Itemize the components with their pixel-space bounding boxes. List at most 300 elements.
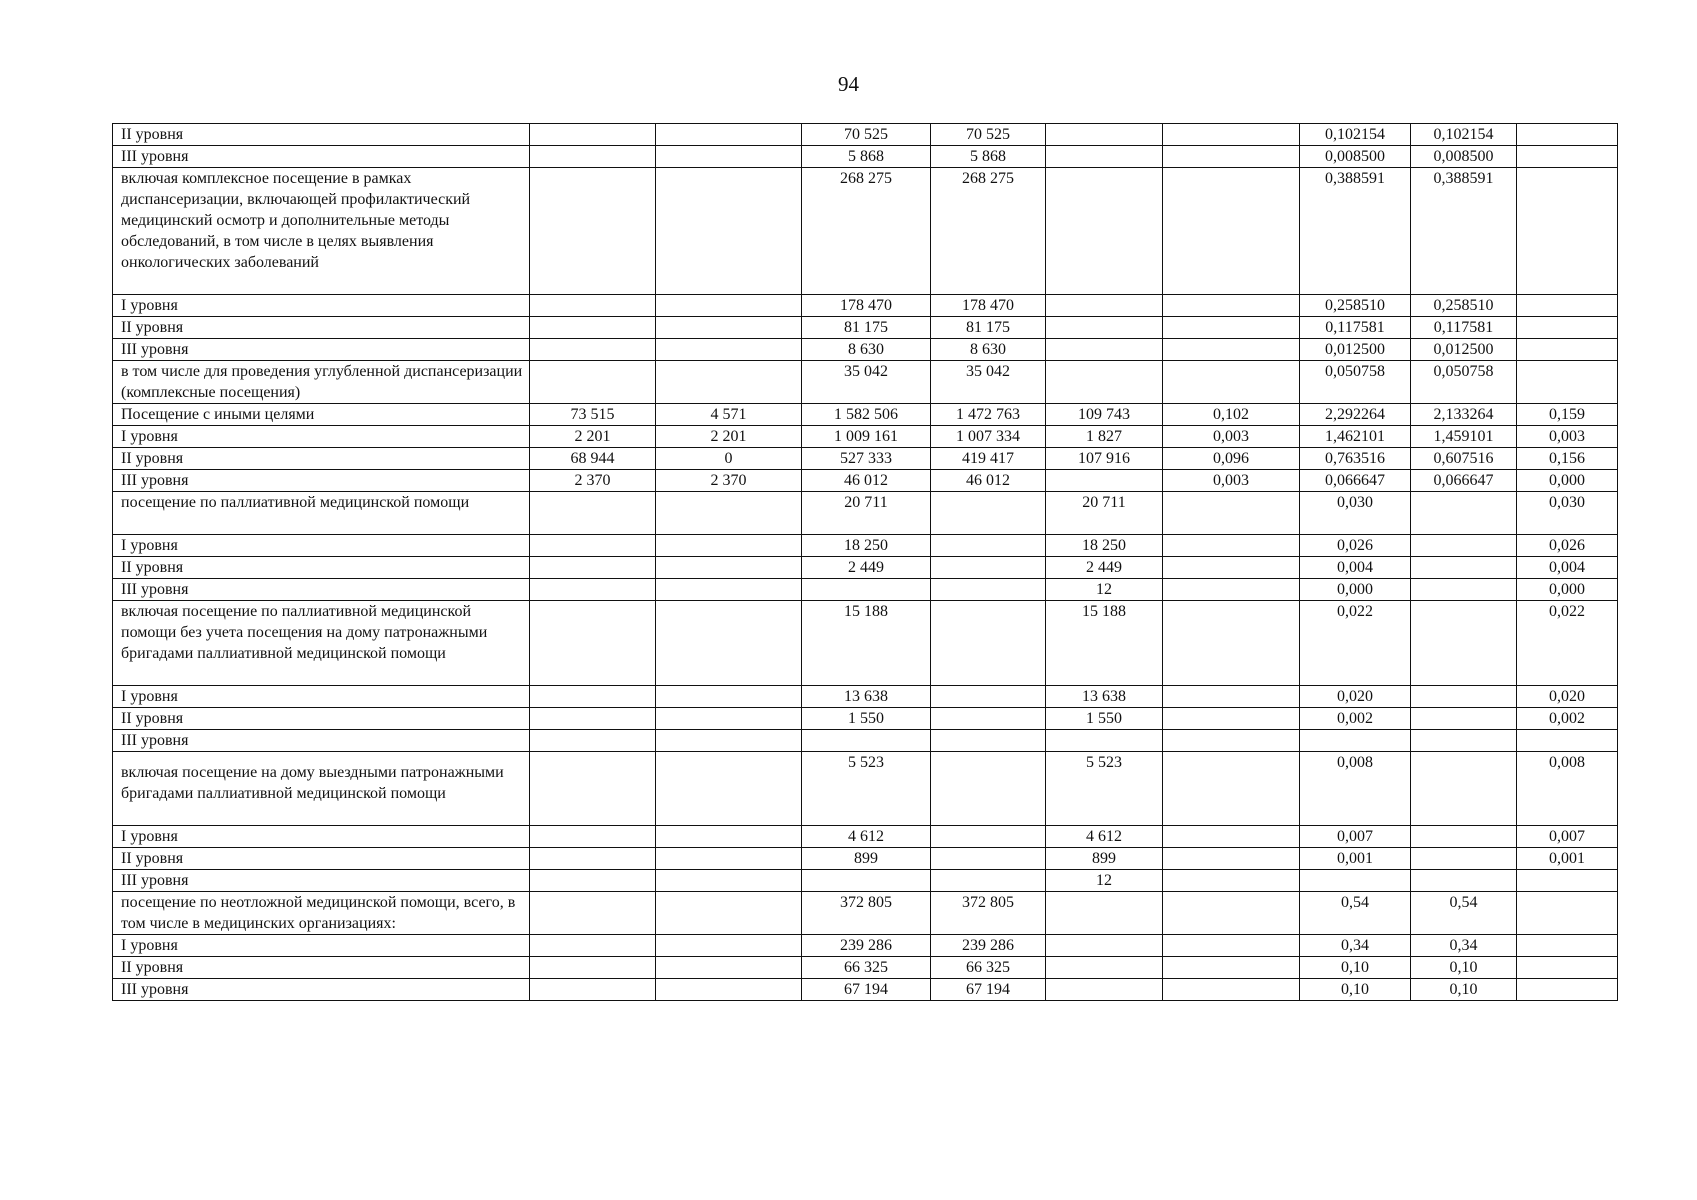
row-label-cell: III уровня: [113, 470, 530, 492]
row-label-cell: III уровня: [113, 339, 530, 361]
row-label-cell: II уровня: [113, 124, 530, 146]
value-cell-col-2: [656, 317, 802, 339]
value-cell-col-2: 2 370: [656, 470, 802, 492]
value-cell-col-3: 1 009 161: [802, 426, 931, 448]
value-cell-col-5: [1046, 317, 1163, 339]
value-cell-col-1: [530, 492, 656, 535]
table-row: [113, 124, 1618, 146]
value-cell-col-3: 178 470: [802, 295, 931, 317]
table-row: [113, 686, 1618, 708]
row-label-cell: III уровня: [113, 730, 530, 752]
value-cell-col-7: 0,258510: [1300, 295, 1411, 317]
value-cell-col-6: [1163, 957, 1300, 979]
value-cell-col-3: 1 582 506: [802, 404, 931, 426]
value-cell-col-6: 0,003: [1163, 426, 1300, 448]
value-cell-col-5: 12: [1046, 870, 1163, 892]
table-row: [113, 317, 1618, 339]
value-cell-col-4: 81 175: [931, 317, 1046, 339]
value-cell-col-3: [802, 579, 931, 601]
value-cell-col-8: 0,102154: [1411, 124, 1517, 146]
table-row: [113, 339, 1618, 361]
value-cell-col-8: 0,54: [1411, 892, 1517, 935]
value-cell-col-6: [1163, 557, 1300, 579]
value-cell-col-6: [1163, 826, 1300, 848]
value-cell-col-4: [931, 752, 1046, 826]
value-cell-col-1: [530, 579, 656, 601]
value-cell-col-4: 66 325: [931, 957, 1046, 979]
row-label-cell: Посещение с иными целями: [113, 404, 530, 426]
value-cell-col-1: [530, 295, 656, 317]
value-cell-col-2: [656, 686, 802, 708]
table-row: [113, 168, 1618, 295]
value-cell-col-7: 0,001: [1300, 848, 1411, 870]
value-cell-col-1: [530, 979, 656, 1001]
value-cell-col-6: [1163, 317, 1300, 339]
value-cell-col-8: 2,133264: [1411, 404, 1517, 426]
value-cell-col-9: [1517, 124, 1618, 146]
value-cell-col-4: 67 194: [931, 979, 1046, 1001]
table-row: [113, 492, 1618, 535]
value-cell-col-9: 0,026: [1517, 535, 1618, 557]
value-cell-col-9: 0,008: [1517, 752, 1618, 826]
value-cell-col-9: 0,156: [1517, 448, 1618, 470]
value-cell-col-3: 81 175: [802, 317, 931, 339]
table-body: [113, 124, 1618, 1001]
value-cell-col-3: 372 805: [802, 892, 931, 935]
value-cell-col-8: 0,10: [1411, 979, 1517, 1001]
value-cell-col-8: 0,388591: [1411, 168, 1517, 295]
value-cell-col-6: [1163, 892, 1300, 935]
value-cell-col-7: 0,34: [1300, 935, 1411, 957]
row-label-cell: I уровня: [113, 426, 530, 448]
value-cell-col-5: [1046, 295, 1163, 317]
value-cell-col-6: [1163, 979, 1300, 1001]
value-cell-col-9: [1517, 730, 1618, 752]
value-cell-col-4: [931, 557, 1046, 579]
value-cell-col-6: [1163, 535, 1300, 557]
value-cell-col-8: [1411, 848, 1517, 870]
value-cell-col-2: [656, 892, 802, 935]
value-cell-col-6: [1163, 708, 1300, 730]
value-cell-col-1: [530, 339, 656, 361]
value-cell-col-6: [1163, 752, 1300, 826]
value-cell-col-1: 2 370: [530, 470, 656, 492]
value-cell-col-6: 0,003: [1163, 470, 1300, 492]
row-label-cell: посещение по паллиативной медицинской помощи: [113, 492, 530, 535]
value-cell-col-7: 0,002: [1300, 708, 1411, 730]
value-cell-col-9: [1517, 146, 1618, 168]
value-cell-col-9: 0,000: [1517, 470, 1618, 492]
row-label-cell: включая посещение по паллиативной медицинской помощи без учета посещения на дому патронажными бригадами паллиативной медицинской помощи: [113, 601, 530, 686]
table-row: [113, 957, 1618, 979]
value-cell-col-9: 0,003: [1517, 426, 1618, 448]
value-cell-col-2: [656, 979, 802, 1001]
value-cell-col-4: [931, 492, 1046, 535]
value-cell-col-1: [530, 557, 656, 579]
value-cell-col-7: 0,004: [1300, 557, 1411, 579]
value-cell-col-7: 0,763516: [1300, 448, 1411, 470]
value-cell-col-9: 0,004: [1517, 557, 1618, 579]
row-label-cell: III уровня: [113, 579, 530, 601]
value-cell-col-9: [1517, 361, 1618, 404]
value-cell-col-5: [1046, 124, 1163, 146]
value-cell-col-4: 178 470: [931, 295, 1046, 317]
value-cell-col-1: [530, 708, 656, 730]
value-cell-col-8: [1411, 870, 1517, 892]
value-cell-col-2: [656, 848, 802, 870]
value-cell-col-9: 0,020: [1517, 686, 1618, 708]
value-cell-col-2: [656, 361, 802, 404]
value-cell-col-7: [1300, 730, 1411, 752]
value-cell-col-5: 18 250: [1046, 535, 1163, 557]
value-cell-col-4: 46 012: [931, 470, 1046, 492]
table-row: [113, 579, 1618, 601]
value-cell-col-7: 1,462101: [1300, 426, 1411, 448]
table-row: [113, 404, 1618, 426]
value-cell-col-5: [1046, 892, 1163, 935]
value-cell-col-4: [931, 601, 1046, 686]
value-cell-col-9: [1517, 295, 1618, 317]
value-cell-col-6: [1163, 146, 1300, 168]
value-cell-col-5: 2 449: [1046, 557, 1163, 579]
value-cell-col-4: 372 805: [931, 892, 1046, 935]
value-cell-col-3: [802, 730, 931, 752]
value-cell-col-8: [1411, 535, 1517, 557]
value-cell-col-6: [1163, 361, 1300, 404]
value-cell-col-1: [530, 361, 656, 404]
value-cell-col-5: 1 550: [1046, 708, 1163, 730]
value-cell-col-9: 0,159: [1517, 404, 1618, 426]
data-table: [112, 123, 1618, 1001]
value-cell-col-5: 5 523: [1046, 752, 1163, 826]
value-cell-col-7: 0,008: [1300, 752, 1411, 826]
value-cell-col-4: [931, 870, 1046, 892]
value-cell-col-7: 0,030: [1300, 492, 1411, 535]
value-cell-col-3: 4 612: [802, 826, 931, 848]
value-cell-col-9: 0,007: [1517, 826, 1618, 848]
table-row: [113, 848, 1618, 870]
value-cell-col-7: 0,007: [1300, 826, 1411, 848]
value-cell-col-9: [1517, 339, 1618, 361]
value-cell-col-4: 35 042: [931, 361, 1046, 404]
value-cell-col-8: [1411, 708, 1517, 730]
value-cell-col-8: 0,050758: [1411, 361, 1517, 404]
value-cell-col-1: [530, 535, 656, 557]
row-label-cell: III уровня: [113, 146, 530, 168]
value-cell-col-2: [656, 708, 802, 730]
value-cell-col-7: 0,102154: [1300, 124, 1411, 146]
value-cell-col-2: [656, 870, 802, 892]
table-row: [113, 826, 1618, 848]
table-row: [113, 979, 1618, 1001]
value-cell-col-9: 0,002: [1517, 708, 1618, 730]
value-cell-col-4: 268 275: [931, 168, 1046, 295]
table-row: [113, 426, 1618, 448]
row-label-cell: I уровня: [113, 686, 530, 708]
value-cell-col-2: [656, 557, 802, 579]
value-cell-col-2: [656, 752, 802, 826]
value-cell-col-8: [1411, 752, 1517, 826]
value-cell-col-2: 0: [656, 448, 802, 470]
value-cell-col-2: [656, 146, 802, 168]
value-cell-col-6: [1163, 848, 1300, 870]
table-row: [113, 470, 1618, 492]
value-cell-col-7: 0,008500: [1300, 146, 1411, 168]
value-cell-col-6: [1163, 579, 1300, 601]
value-cell-col-5: [1046, 168, 1163, 295]
value-cell-col-9: [1517, 870, 1618, 892]
value-cell-col-2: [656, 579, 802, 601]
row-label-cell: I уровня: [113, 826, 530, 848]
row-label-cell: I уровня: [113, 935, 530, 957]
value-cell-col-6: 0,102: [1163, 404, 1300, 426]
value-cell-col-9: [1517, 168, 1618, 295]
value-cell-col-7: 0,066647: [1300, 470, 1411, 492]
value-cell-col-8: 0,258510: [1411, 295, 1517, 317]
value-cell-col-2: [656, 601, 802, 686]
value-cell-col-7: 0,117581: [1300, 317, 1411, 339]
table-row: [113, 146, 1618, 168]
value-cell-col-5: [1046, 935, 1163, 957]
row-label-cell: II уровня: [113, 708, 530, 730]
value-cell-col-5: 1 827: [1046, 426, 1163, 448]
value-cell-col-2: [656, 730, 802, 752]
value-cell-col-3: 18 250: [802, 535, 931, 557]
value-cell-col-8: [1411, 579, 1517, 601]
value-cell-col-5: [1046, 361, 1163, 404]
value-cell-col-7: 0,10: [1300, 979, 1411, 1001]
value-cell-col-5: 15 188: [1046, 601, 1163, 686]
table-row: [113, 935, 1618, 957]
value-cell-col-5: [1046, 339, 1163, 361]
row-label-cell: посещение по неотложной медицинской помощи, всего, в том числе в медицинских организациях:: [113, 892, 530, 935]
value-cell-col-9: 0,001: [1517, 848, 1618, 870]
value-cell-col-1: [530, 870, 656, 892]
value-cell-col-7: 0,10: [1300, 957, 1411, 979]
value-cell-col-9: 0,030: [1517, 492, 1618, 535]
value-cell-col-6: [1163, 601, 1300, 686]
value-cell-col-9: [1517, 892, 1618, 935]
value-cell-col-6: [1163, 935, 1300, 957]
value-cell-col-2: 2 201: [656, 426, 802, 448]
value-cell-col-6: [1163, 870, 1300, 892]
value-cell-col-1: [530, 752, 656, 826]
row-label-cell: III уровня: [113, 870, 530, 892]
value-cell-col-7: 0,020: [1300, 686, 1411, 708]
value-cell-col-5: [1046, 957, 1163, 979]
value-cell-col-7: 0,54: [1300, 892, 1411, 935]
value-cell-col-8: [1411, 686, 1517, 708]
value-cell-col-9: 0,022: [1517, 601, 1618, 686]
value-cell-col-3: 35 042: [802, 361, 931, 404]
value-cell-col-2: [656, 124, 802, 146]
value-cell-col-1: [530, 317, 656, 339]
value-cell-col-4: 1 472 763: [931, 404, 1046, 426]
value-cell-col-5: 107 916: [1046, 448, 1163, 470]
value-cell-col-2: [656, 935, 802, 957]
value-cell-col-5: 13 638: [1046, 686, 1163, 708]
value-cell-col-3: 1 550: [802, 708, 931, 730]
value-cell-col-5: [1046, 730, 1163, 752]
value-cell-col-5: 4 612: [1046, 826, 1163, 848]
value-cell-col-4: [931, 730, 1046, 752]
value-cell-col-7: [1300, 870, 1411, 892]
value-cell-col-1: 68 944: [530, 448, 656, 470]
table-row: [113, 557, 1618, 579]
value-cell-col-8: [1411, 492, 1517, 535]
value-cell-col-8: [1411, 601, 1517, 686]
value-cell-col-4: 8 630: [931, 339, 1046, 361]
value-cell-col-2: [656, 957, 802, 979]
table-row: [113, 730, 1618, 752]
row-label-cell: II уровня: [113, 557, 530, 579]
table-row: [113, 708, 1618, 730]
value-cell-col-4: [931, 579, 1046, 601]
value-cell-col-1: 2 201: [530, 426, 656, 448]
value-cell-col-7: 0,050758: [1300, 361, 1411, 404]
row-label-cell: включая посещение на дому выездными патронажными бригадами паллиативной медицинской помощи: [113, 752, 530, 826]
value-cell-col-1: [530, 957, 656, 979]
value-cell-col-6: [1163, 686, 1300, 708]
value-cell-col-7: 0,026: [1300, 535, 1411, 557]
value-cell-col-3: [802, 870, 931, 892]
table-row: [113, 892, 1618, 935]
value-cell-col-4: 70 525: [931, 124, 1046, 146]
value-cell-col-1: [530, 826, 656, 848]
value-cell-col-2: [656, 295, 802, 317]
value-cell-col-2: [656, 826, 802, 848]
table-row: [113, 601, 1618, 686]
value-cell-col-5: [1046, 979, 1163, 1001]
value-cell-col-1: [530, 146, 656, 168]
value-cell-col-5: 12: [1046, 579, 1163, 601]
value-cell-col-8: 1,459101: [1411, 426, 1517, 448]
value-cell-col-2: [656, 492, 802, 535]
value-cell-col-1: [530, 848, 656, 870]
value-cell-col-4: 1 007 334: [931, 426, 1046, 448]
value-cell-col-1: [530, 935, 656, 957]
value-cell-col-3: 20 711: [802, 492, 931, 535]
value-cell-col-3: 46 012: [802, 470, 931, 492]
value-cell-col-4: [931, 708, 1046, 730]
table-row: [113, 361, 1618, 404]
value-cell-col-2: [656, 339, 802, 361]
value-cell-col-5: [1046, 470, 1163, 492]
row-label-cell: III уровня: [113, 979, 530, 1001]
value-cell-col-2: 4 571: [656, 404, 802, 426]
value-cell-col-7: 0,022: [1300, 601, 1411, 686]
value-cell-col-9: [1517, 317, 1618, 339]
value-cell-col-9: [1517, 979, 1618, 1001]
value-cell-col-8: 0,066647: [1411, 470, 1517, 492]
value-cell-col-8: 0,117581: [1411, 317, 1517, 339]
value-cell-col-4: 419 417: [931, 448, 1046, 470]
value-cell-col-8: 0,012500: [1411, 339, 1517, 361]
row-label-cell: II уровня: [113, 317, 530, 339]
value-cell-col-5: 109 743: [1046, 404, 1163, 426]
value-cell-col-3: 2 449: [802, 557, 931, 579]
row-label-cell: II уровня: [113, 448, 530, 470]
value-cell-col-1: [530, 892, 656, 935]
value-cell-col-7: 2,292264: [1300, 404, 1411, 426]
value-cell-col-7: 0,000: [1300, 579, 1411, 601]
value-cell-col-3: 268 275: [802, 168, 931, 295]
value-cell-col-1: [530, 124, 656, 146]
value-cell-col-6: [1163, 124, 1300, 146]
value-cell-col-9: 0,000: [1517, 579, 1618, 601]
value-cell-col-1: [530, 730, 656, 752]
value-cell-col-7: 0,012500: [1300, 339, 1411, 361]
value-cell-col-5: 20 711: [1046, 492, 1163, 535]
value-cell-col-3: 239 286: [802, 935, 931, 957]
value-cell-col-3: 8 630: [802, 339, 931, 361]
value-cell-col-3: 70 525: [802, 124, 931, 146]
value-cell-col-3: 527 333: [802, 448, 931, 470]
value-cell-col-7: 0,388591: [1300, 168, 1411, 295]
value-cell-col-8: [1411, 557, 1517, 579]
table-row: [113, 870, 1618, 892]
value-cell-col-1: 73 515: [530, 404, 656, 426]
value-cell-col-3: 5 523: [802, 752, 931, 826]
table-row: [113, 295, 1618, 317]
value-cell-col-3: 66 325: [802, 957, 931, 979]
table-row: [113, 752, 1618, 826]
value-cell-col-5: [1046, 146, 1163, 168]
page-number: 94: [838, 72, 859, 96]
row-label-cell: включая комплексное посещение в рамках диспансеризации, включающей профилактический медицинский осмотр и дополнительные методы обследований, в том числе в целях выявления онкологических заболеваний: [113, 168, 530, 295]
value-cell-col-1: [530, 168, 656, 295]
value-cell-col-6: 0,096: [1163, 448, 1300, 470]
row-label-cell: II уровня: [113, 957, 530, 979]
row-label-cell: I уровня: [113, 535, 530, 557]
value-cell-col-6: [1163, 730, 1300, 752]
value-cell-col-6: [1163, 339, 1300, 361]
value-cell-col-4: 239 286: [931, 935, 1046, 957]
value-cell-col-9: [1517, 935, 1618, 957]
value-cell-col-2: [656, 168, 802, 295]
value-cell-col-3: 15 188: [802, 601, 931, 686]
value-cell-col-8: 0,34: [1411, 935, 1517, 957]
row-label-cell: I уровня: [113, 295, 530, 317]
value-cell-col-8: 0,008500: [1411, 146, 1517, 168]
value-cell-col-1: [530, 601, 656, 686]
value-cell-col-8: [1411, 826, 1517, 848]
table-row: [113, 448, 1618, 470]
row-label-cell: в том числе для проведения углубленной диспансеризации (комплексные посещения): [113, 361, 530, 404]
value-cell-col-8: 0,10: [1411, 957, 1517, 979]
value-cell-col-4: [931, 535, 1046, 557]
row-label-cell: II уровня: [113, 848, 530, 870]
value-cell-col-2: [656, 535, 802, 557]
value-cell-col-8: 0,607516: [1411, 448, 1517, 470]
value-cell-col-9: [1517, 957, 1618, 979]
table-row: [113, 535, 1618, 557]
value-cell-col-3: 5 868: [802, 146, 931, 168]
value-cell-col-8: [1411, 730, 1517, 752]
value-cell-col-3: 899: [802, 848, 931, 870]
value-cell-col-1: [530, 686, 656, 708]
value-cell-col-6: [1163, 168, 1300, 295]
value-cell-col-6: [1163, 295, 1300, 317]
value-cell-col-6: [1163, 492, 1300, 535]
value-cell-col-4: [931, 826, 1046, 848]
value-cell-col-3: 13 638: [802, 686, 931, 708]
value-cell-col-3: 67 194: [802, 979, 931, 1001]
value-cell-col-4: [931, 848, 1046, 870]
value-cell-col-5: 899: [1046, 848, 1163, 870]
value-cell-col-4: [931, 686, 1046, 708]
value-cell-col-4: 5 868: [931, 146, 1046, 168]
